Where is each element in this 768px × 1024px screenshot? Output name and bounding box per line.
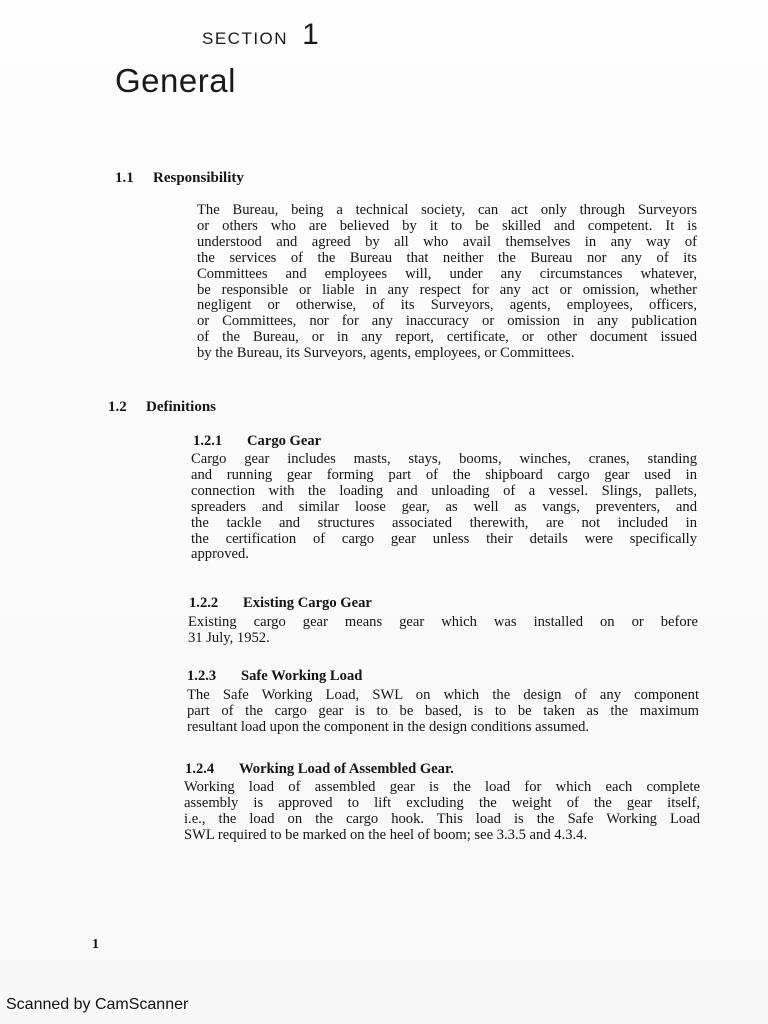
subheading-safe-working-load <box>187 668 362 685</box>
scanner-watermark: Scanned by CamScanner <box>6 996 189 1013</box>
paragraph-line: and running gear forming part of the shipboard cargo gear used in <box>191 466 697 483</box>
subheading-cargo-gear <box>193 433 321 450</box>
paragraph-line: 31 July, 1952. <box>188 629 270 646</box>
working-load-paragraph <box>184 780 700 844</box>
subheading-number: 1.2.4 <box>185 761 215 777</box>
paragraph-line: SWL required to be marked on the heel of boom; see 3.3.5 and 4.3.4. <box>184 826 588 843</box>
subheading-text: Cargo Gear <box>247 433 322 449</box>
page-number: 1 <box>92 937 99 952</box>
paragraph-line: Cargo gear includes masts, stays, booms, winches, cranes, standing <box>191 451 697 467</box>
subheading-existing-cargo-gear <box>189 595 372 612</box>
paragraph-line: assembly is approved to lift excluding the weight of the gear itself, <box>184 794 700 811</box>
subheading-text: Working Load of Assembled Gear. <box>239 761 454 777</box>
paragraph-line: Existing cargo gear means gear which was installed on or before <box>188 614 698 630</box>
paragraph-line: Committees and employees will, under any circumstances whatever, <box>197 265 697 282</box>
heading-text: Definitions <box>146 399 217 415</box>
subheading-text: Existing Cargo Gear <box>243 595 372 611</box>
paragraph-line: be responsible or liable in any respect for any act or omission, whether <box>197 281 697 298</box>
section-label <box>202 18 320 52</box>
paragraph-line: negligent or otherwise, of its Surveyors, agents, employees, officers, <box>197 297 697 314</box>
subheading-number: 1.2.1 <box>193 433 223 449</box>
paragraph-line: the services of the Bureau that neither the Bureau nor any of its <box>197 249 697 266</box>
paragraph-line: connection with the loading and unloading of a vessel. Slings, pallets, <box>191 482 697 499</box>
section-number: 1 <box>302 18 321 51</box>
cargo-gear-paragraph <box>191 452 697 563</box>
existing-cargo-gear-paragraph <box>188 615 698 647</box>
paragraph-line: resultant load upon the component in the design conditions assumed. <box>187 718 590 735</box>
safe-working-load-paragraph <box>187 688 699 736</box>
page-title: General <box>115 62 236 99</box>
heading-responsibility <box>115 170 244 187</box>
paragraph-line: i.e., the load on the cargo hook. This load is the Safe Working Load <box>184 810 700 827</box>
paragraph-line: approved. <box>191 546 249 563</box>
paragraph-line: or Committees, nor for any inaccuracy or omission in any publication <box>197 313 697 330</box>
heading-number: 1.2 <box>108 399 127 415</box>
paragraph-line: or others who are believed by it to be skilled and competent. It is <box>197 217 697 234</box>
paragraph-line: The Safe Working Load, SWL on which the design of any component <box>187 687 699 703</box>
subheading-number: 1.2.2 <box>189 595 219 611</box>
paragraph-line: the tackle and structures associated therewith, are not included in <box>191 514 697 531</box>
paragraph-line: The Bureau, being a technical society, can act only through Surveyors <box>197 202 697 218</box>
heading-definitions <box>108 399 216 416</box>
subheading-working-load-assembled-gear <box>185 761 454 778</box>
responsibility-paragraph <box>197 203 697 362</box>
section-word: SECTION <box>202 29 289 48</box>
subheading-number: 1.2.3 <box>187 668 217 684</box>
subheading-text: Safe Working Load <box>241 668 363 684</box>
paragraph-line: understood and agreed by all who avail themselves in any way of <box>197 233 697 250</box>
heading-number: 1.1 <box>115 170 134 186</box>
heading-text: Responsibility <box>153 170 244 186</box>
paragraph-line: part of the cargo gear is to be based, is to be taken as the maximum <box>187 702 699 719</box>
paragraph-line: by the Bureau, its Surveyors, agents, employees, or Committees. <box>197 345 575 362</box>
paragraph-line: spreaders and similar loose gear, as well as vangs, preventers, and <box>191 498 697 515</box>
paragraph-line: of the Bureau, or in any report, certificate, or other document issued <box>197 329 697 346</box>
paragraph-line: Working load of assembled gear is the load for which each complete <box>184 779 700 795</box>
paragraph-line: the certification of cargo gear unless their details were specifically <box>191 530 697 547</box>
